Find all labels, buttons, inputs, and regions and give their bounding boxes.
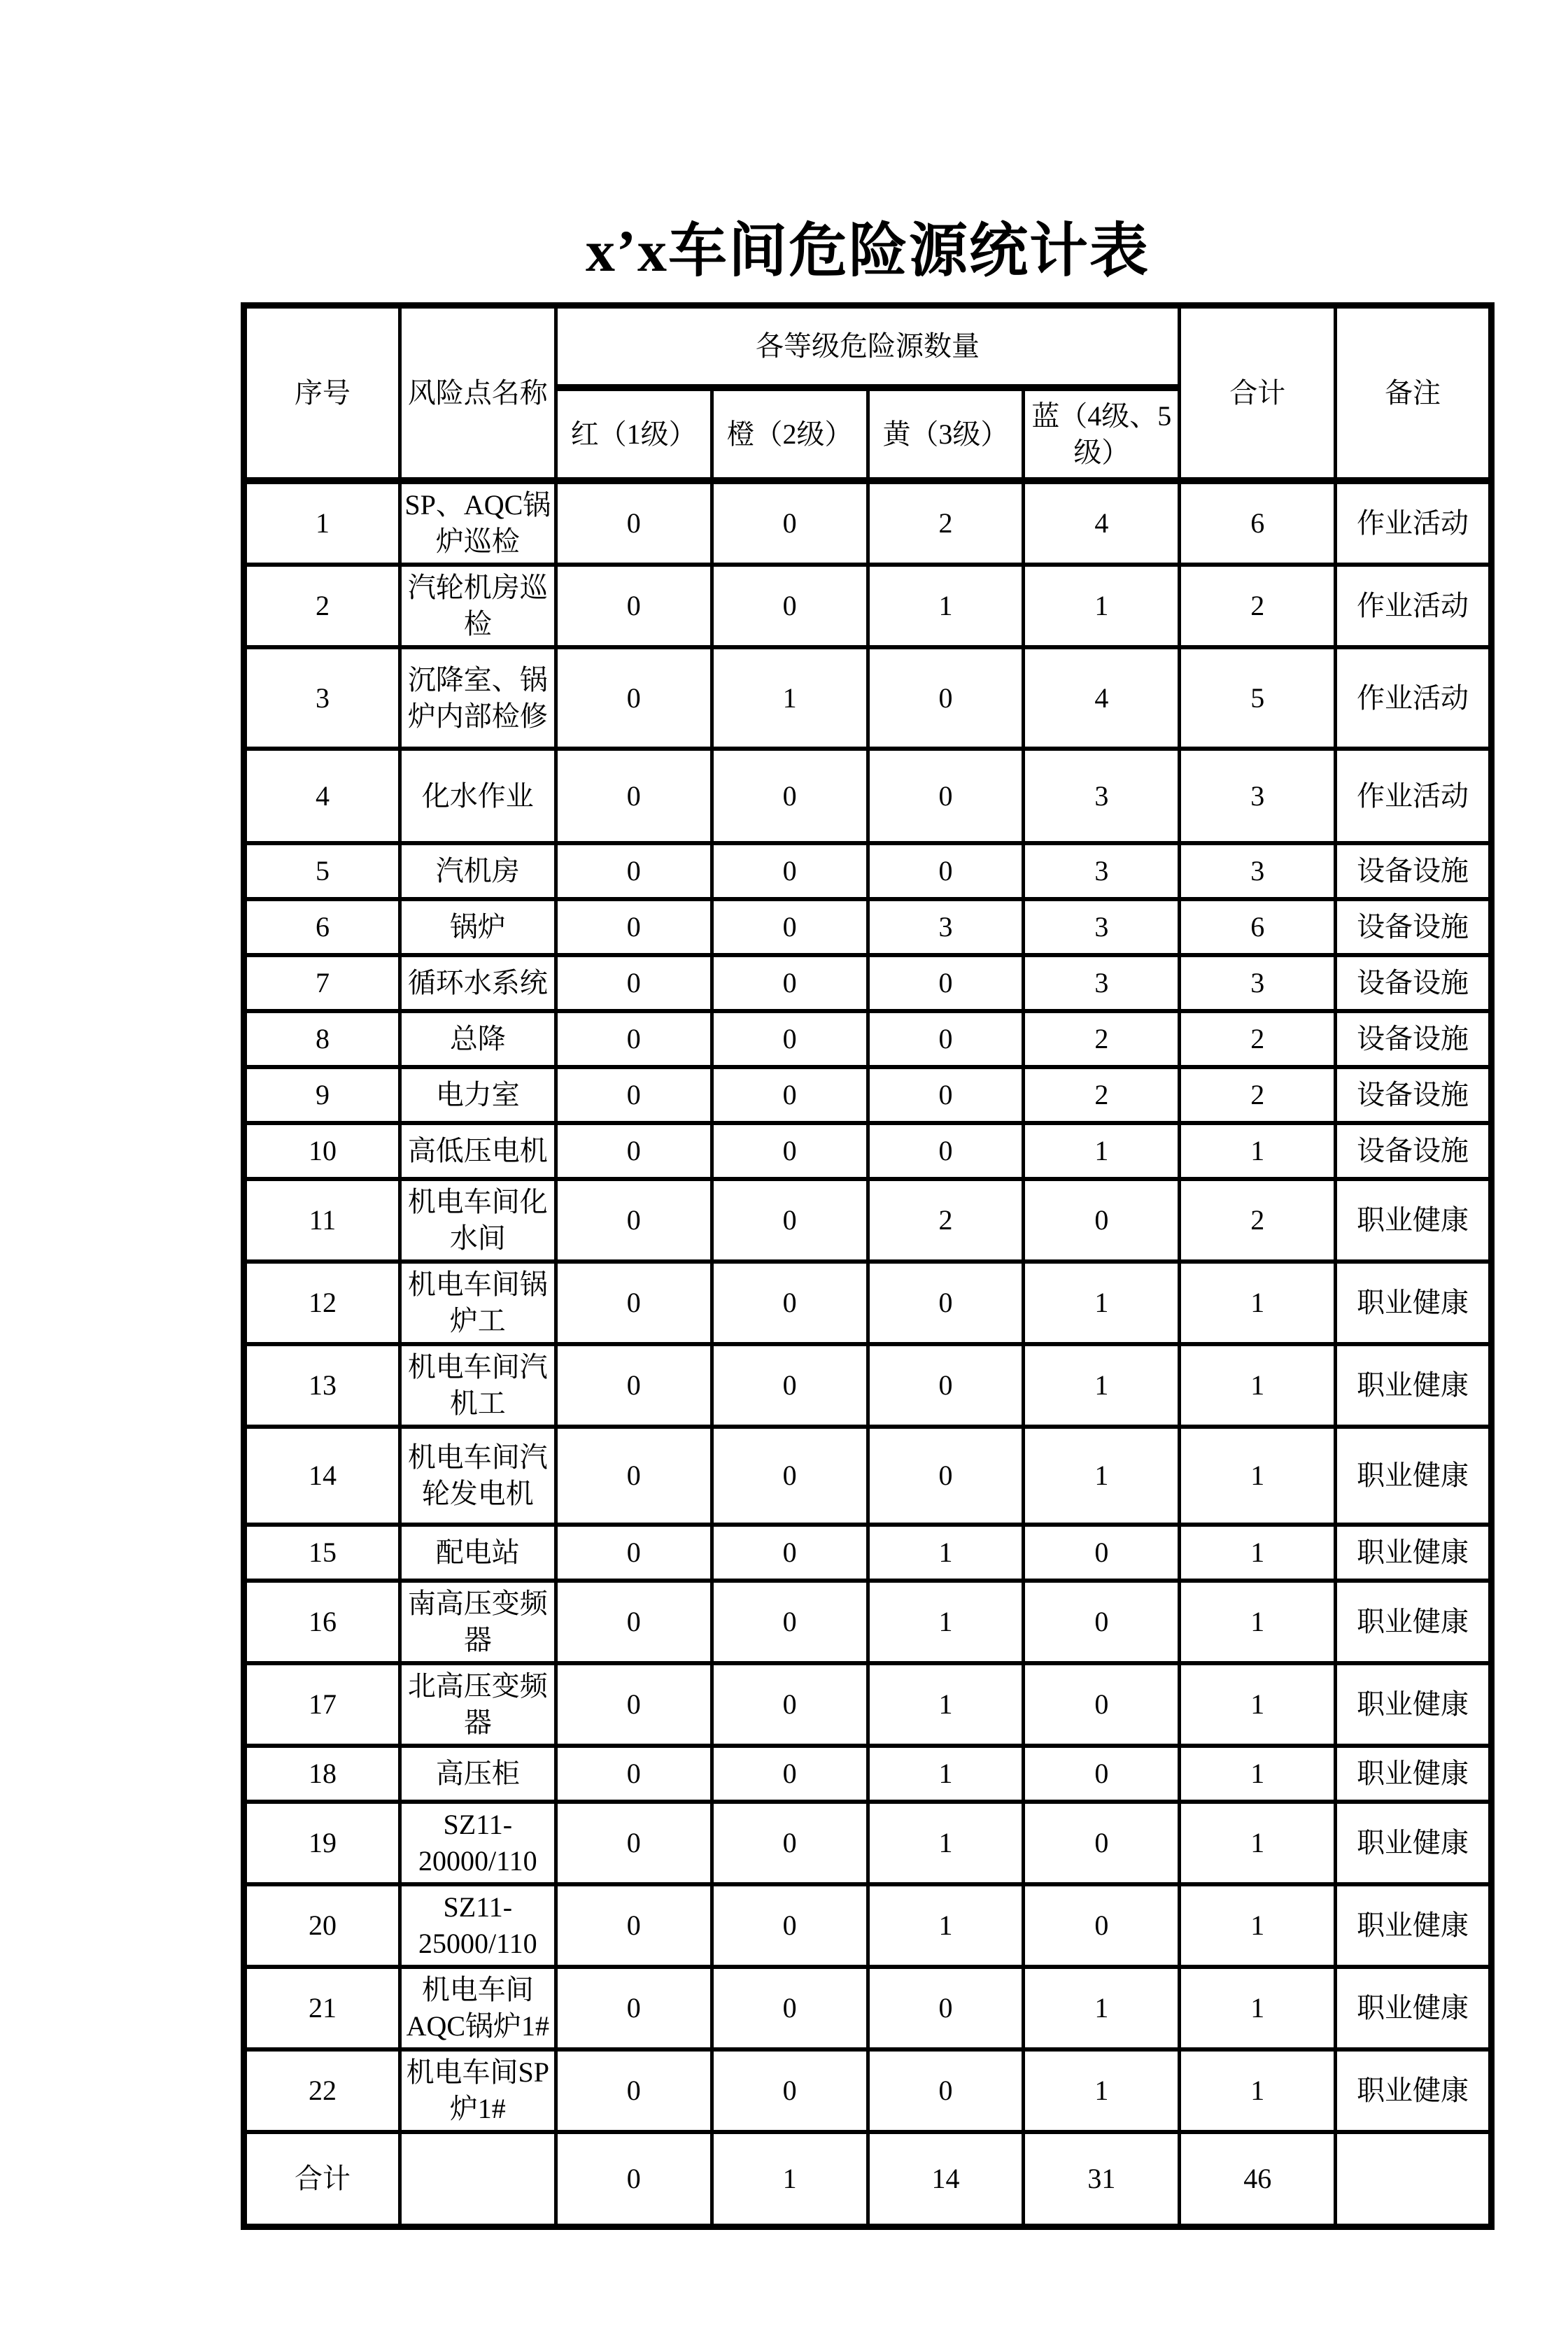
cell-red-count: 0 — [556, 1663, 712, 1746]
cell-yellow-count: 2 — [868, 1179, 1024, 1262]
cell-orange-count: 0 — [712, 1967, 868, 2049]
cell-orange-count: 0 — [712, 1581, 868, 1663]
cell-blue-count: 4 — [1024, 481, 1180, 565]
cell-blue-count: 3 — [1024, 955, 1180, 1011]
cell-index: 10 — [244, 1123, 400, 1179]
cell-orange-count: 0 — [712, 955, 868, 1011]
cell-orange-count: 0 — [712, 1011, 868, 1067]
cell-index: 11 — [244, 1179, 400, 1262]
header-index: 序号 — [244, 306, 400, 481]
cell-index: 1 — [244, 481, 400, 565]
table-row — [244, 1123, 1492, 1179]
cell-red-count: 0 — [556, 2049, 712, 2132]
cell-total: 1 — [1180, 1525, 1336, 1581]
cell-yellow-count: 2 — [868, 481, 1024, 565]
cell-red-count: 0 — [556, 1967, 712, 2049]
cell-blue-count: 0 — [1024, 1802, 1180, 1884]
cell-risk-point-name: 总降 — [400, 1011, 556, 1067]
table-row — [244, 955, 1492, 1011]
table-row — [244, 1067, 1492, 1123]
cell-blue-count: 4 — [1024, 647, 1180, 749]
cell-remark: 作业活动 — [1336, 647, 1492, 749]
cell-total: 1 — [1180, 1884, 1336, 1967]
table-row — [244, 1581, 1492, 1663]
cell-risk-point-name: 机电车间锅炉工 — [400, 1262, 556, 1344]
table-row — [244, 1525, 1492, 1581]
cell-red-count: 0 — [556, 749, 712, 843]
table-row — [244, 1344, 1492, 1427]
header-level-group: 各等级危险源数量 — [556, 306, 1180, 388]
cell-red-count: 0 — [556, 1525, 712, 1581]
cell-remark: 作业活动 — [1336, 481, 1492, 565]
cell-remark: 职业健康 — [1336, 1802, 1492, 1884]
cell-orange-count: 0 — [712, 1262, 868, 1344]
table-row — [244, 843, 1492, 899]
cell-orange-count: 0 — [712, 749, 868, 843]
table-row — [244, 1663, 1492, 1746]
cell-remark: 职业健康 — [1336, 1581, 1492, 1663]
cell-blue-count: 1 — [1024, 565, 1180, 647]
cell-yellow-count: 0 — [868, 1262, 1024, 1344]
cell-blue-count: 0 — [1024, 1746, 1180, 1802]
cell-risk-point-name: 机电车间化水间 — [400, 1179, 556, 1262]
cell-total: 46 — [1180, 2132, 1336, 2226]
table-row — [244, 899, 1492, 955]
cell-total: 1 — [1180, 1581, 1336, 1663]
cell-blue-count: 1 — [1024, 1123, 1180, 1179]
cell-index: 合计 — [244, 2132, 400, 2226]
cell-yellow-count: 0 — [868, 2049, 1024, 2132]
cell-total: 3 — [1180, 955, 1336, 1011]
cell-orange-count: 0 — [712, 1802, 868, 1884]
cell-remark: 职业健康 — [1336, 1884, 1492, 1967]
table-row — [244, 1884, 1492, 1967]
cell-remark: 作业活动 — [1336, 565, 1492, 647]
cell-blue-count: 0 — [1024, 1884, 1180, 1967]
cell-total: 1 — [1180, 1802, 1336, 1884]
cell-red-count: 0 — [556, 647, 712, 749]
table-row — [244, 1262, 1492, 1344]
page-title: x’x车间危险源统计表 — [586, 219, 1150, 284]
header-remark: 备注 — [1336, 306, 1492, 481]
table-row — [244, 1967, 1492, 2049]
cell-index: 17 — [244, 1663, 400, 1746]
cell-total: 1 — [1180, 1427, 1336, 1525]
cell-risk-point-name: 机电车间SP炉1# — [400, 2049, 556, 2132]
cell-total: 1 — [1180, 1663, 1336, 1746]
cell-blue-count: 3 — [1024, 749, 1180, 843]
cell-blue-count: 3 — [1024, 899, 1180, 955]
cell-red-count: 0 — [556, 481, 712, 565]
cell-blue-count: 2 — [1024, 1067, 1180, 1123]
cell-blue-count: 1 — [1024, 2049, 1180, 2132]
cell-red-count: 0 — [556, 565, 712, 647]
cell-risk-point-name: 高低压电机 — [400, 1123, 556, 1179]
table-row — [244, 1011, 1492, 1067]
cell-remark: 作业活动 — [1336, 749, 1492, 843]
cell-index: 2 — [244, 565, 400, 647]
header-level-yellow: 黄（3级） — [868, 388, 1024, 481]
cell-orange-count: 0 — [712, 1179, 868, 1262]
cell-orange-count: 1 — [712, 647, 868, 749]
cell-remark: 职业健康 — [1336, 1746, 1492, 1802]
cell-blue-count: 2 — [1024, 1011, 1180, 1067]
header-total: 合计 — [1180, 306, 1336, 481]
cell-orange-count: 0 — [712, 2049, 868, 2132]
table-row — [244, 565, 1492, 647]
cell-total: 3 — [1180, 843, 1336, 899]
cell-yellow-count: 1 — [868, 1525, 1024, 1581]
cell-remark: 设备设施 — [1336, 843, 1492, 899]
cell-orange-count: 0 — [712, 1344, 868, 1427]
table-row — [244, 1427, 1492, 1525]
cell-risk-point-name: 高压柜 — [400, 1746, 556, 1802]
cell-red-count: 0 — [556, 1123, 712, 1179]
cell-blue-count: 0 — [1024, 1663, 1180, 1746]
cell-yellow-count: 1 — [868, 1802, 1024, 1884]
cell-orange-count: 0 — [712, 565, 868, 647]
cell-risk-point-name: 机电车间AQC锅炉1# — [400, 1967, 556, 2049]
cell-risk-point-name: 循环水系统 — [400, 955, 556, 1011]
cell-remark: 职业健康 — [1336, 1427, 1492, 1525]
cell-total: 1 — [1180, 1123, 1336, 1179]
cell-risk-point-name: 沉降室、锅炉内部检修 — [400, 647, 556, 749]
cell-index: 4 — [244, 749, 400, 843]
cell-yellow-count: 0 — [868, 955, 1024, 1011]
cell-yellow-count: 0 — [868, 1011, 1024, 1067]
table-row — [244, 647, 1492, 749]
cell-total: 1 — [1180, 1344, 1336, 1427]
cell-orange-count: 1 — [712, 2132, 868, 2226]
cell-red-count: 0 — [556, 1746, 712, 1802]
cell-remark: 职业健康 — [1336, 1525, 1492, 1581]
cell-red-count: 0 — [556, 955, 712, 1011]
cell-orange-count: 0 — [712, 899, 868, 955]
cell-orange-count: 0 — [712, 1067, 868, 1123]
header-level-blue: 蓝（4级、5级） — [1024, 388, 1180, 481]
cell-risk-point-name: 南高压变频器 — [400, 1581, 556, 1663]
hazard-statistics-table — [241, 302, 1495, 2230]
cell-total: 1 — [1180, 1746, 1336, 1802]
cell-remark: 职业健康 — [1336, 1344, 1492, 1427]
cell-remark: 职业健康 — [1336, 1179, 1492, 1262]
cell-remark: 职业健康 — [1336, 1663, 1492, 1746]
cell-red-count: 0 — [556, 1262, 712, 1344]
cell-red-count: 0 — [556, 1581, 712, 1663]
table-row — [244, 2049, 1492, 2132]
cell-total: 2 — [1180, 1179, 1336, 1262]
cell-risk-point-name: 汽轮机房巡检 — [400, 565, 556, 647]
cell-red-count: 0 — [556, 2132, 712, 2226]
cell-total: 1 — [1180, 1262, 1336, 1344]
cell-total: 5 — [1180, 647, 1336, 749]
cell-blue-count: 1 — [1024, 1967, 1180, 2049]
header-row-top — [244, 306, 1492, 388]
cell-yellow-count: 0 — [868, 1344, 1024, 1427]
table-body — [244, 481, 1492, 2226]
cell-index: 14 — [244, 1427, 400, 1525]
cell-index: 21 — [244, 1967, 400, 2049]
cell-risk-point-name: SZ11-25000/110 — [400, 1884, 556, 1967]
cell-risk-point-name: 配电站 — [400, 1525, 556, 1581]
cell-index: 19 — [244, 1802, 400, 1884]
cell-red-count: 0 — [556, 1884, 712, 1967]
cell-index: 13 — [244, 1344, 400, 1427]
cell-index: 6 — [244, 899, 400, 955]
table-row — [244, 749, 1492, 843]
cell-orange-count: 0 — [712, 1884, 868, 1967]
header-level-orange: 橙（2级） — [712, 388, 868, 481]
cell-red-count: 0 — [556, 899, 712, 955]
cell-remark — [1336, 2132, 1492, 2226]
cell-blue-count: 0 — [1024, 1525, 1180, 1581]
cell-index: 16 — [244, 1581, 400, 1663]
cell-total: 1 — [1180, 2049, 1336, 2132]
cell-red-count: 0 — [556, 1179, 712, 1262]
cell-remark: 职业健康 — [1336, 1967, 1492, 2049]
cell-yellow-count: 0 — [868, 1427, 1024, 1525]
cell-total: 3 — [1180, 749, 1336, 843]
cell-index: 15 — [244, 1525, 400, 1581]
cell-yellow-count: 0 — [868, 843, 1024, 899]
table-row — [244, 481, 1492, 565]
cell-yellow-count: 0 — [868, 1967, 1024, 2049]
cell-total: 2 — [1180, 1011, 1336, 1067]
cell-index: 3 — [244, 647, 400, 749]
cell-index: 12 — [244, 1262, 400, 1344]
cell-risk-point-name: 机电车间汽轮发电机 — [400, 1427, 556, 1525]
cell-index: 8 — [244, 1011, 400, 1067]
cell-blue-count: 1 — [1024, 1262, 1180, 1344]
cell-red-count: 0 — [556, 1427, 712, 1525]
cell-blue-count: 1 — [1024, 1344, 1180, 1427]
cell-total: 1 — [1180, 1967, 1336, 2049]
cell-remark: 设备设施 — [1336, 1123, 1492, 1179]
cell-risk-point-name: SP、AQC锅炉巡检 — [400, 481, 556, 565]
table-summary-row — [244, 2132, 1492, 2226]
cell-orange-count: 0 — [712, 1123, 868, 1179]
cell-red-count: 0 — [556, 1344, 712, 1427]
cell-orange-count: 0 — [712, 481, 868, 565]
cell-yellow-count: 1 — [868, 1884, 1024, 1967]
cell-remark: 设备设施 — [1336, 955, 1492, 1011]
cell-risk-point-name: 锅炉 — [400, 899, 556, 955]
cell-yellow-count: 1 — [868, 1663, 1024, 1746]
cell-red-count: 0 — [556, 1067, 712, 1123]
cell-yellow-count: 0 — [868, 749, 1024, 843]
cell-blue-count: 1 — [1024, 1427, 1180, 1525]
cell-remark: 设备设施 — [1336, 1011, 1492, 1067]
cell-orange-count: 0 — [712, 843, 868, 899]
cell-risk-point-name: 化水作业 — [400, 749, 556, 843]
header-risk-point-name: 风险点名称 — [400, 306, 556, 481]
cell-yellow-count: 1 — [868, 1746, 1024, 1802]
cell-index: 9 — [244, 1067, 400, 1123]
cell-yellow-count: 1 — [868, 1581, 1024, 1663]
cell-index: 18 — [244, 1746, 400, 1802]
cell-red-count: 0 — [556, 843, 712, 899]
cell-total: 2 — [1180, 565, 1336, 647]
cell-risk-point-name: 电力室 — [400, 1067, 556, 1123]
cell-orange-count: 0 — [712, 1663, 868, 1746]
cell-index: 5 — [244, 843, 400, 899]
table-row — [244, 1746, 1492, 1802]
cell-blue-count: 0 — [1024, 1581, 1180, 1663]
cell-risk-point-name: 汽机房 — [400, 843, 556, 899]
table-header — [244, 306, 1492, 481]
cell-total: 6 — [1180, 899, 1336, 955]
cell-total: 2 — [1180, 1067, 1336, 1123]
cell-yellow-count: 1 — [868, 565, 1024, 647]
cell-yellow-count: 0 — [868, 1123, 1024, 1179]
cell-yellow-count: 14 — [868, 2132, 1024, 2226]
cell-remark: 职业健康 — [1336, 2049, 1492, 2132]
cell-index: 7 — [244, 955, 400, 1011]
table-row — [244, 1179, 1492, 1262]
cell-index: 22 — [244, 2049, 400, 2132]
header-level-red: 红（1级） — [556, 388, 712, 481]
cell-blue-count: 31 — [1024, 2132, 1180, 2226]
cell-total: 6 — [1180, 481, 1336, 565]
table-row — [244, 1802, 1492, 1884]
cell-blue-count: 0 — [1024, 1179, 1180, 1262]
cell-remark: 设备设施 — [1336, 899, 1492, 955]
cell-yellow-count: 0 — [868, 647, 1024, 749]
cell-risk-point-name: 机电车间汽机工 — [400, 1344, 556, 1427]
cell-red-count: 0 — [556, 1011, 712, 1067]
cell-remark: 设备设施 — [1336, 1067, 1492, 1123]
cell-blue-count: 3 — [1024, 843, 1180, 899]
cell-risk-point-name: 北高压变频器 — [400, 1663, 556, 1746]
cell-orange-count: 0 — [712, 1525, 868, 1581]
cell-index: 20 — [244, 1884, 400, 1967]
cell-yellow-count: 0 — [868, 1067, 1024, 1123]
cell-risk-point-name: SZ11-20000/110 — [400, 1802, 556, 1884]
cell-orange-count: 0 — [712, 1746, 868, 1802]
cell-orange-count: 0 — [712, 1427, 868, 1525]
cell-risk-point-name — [400, 2132, 556, 2226]
cell-yellow-count: 3 — [868, 899, 1024, 955]
cell-red-count: 0 — [556, 1802, 712, 1884]
cell-remark: 职业健康 — [1336, 1262, 1492, 1344]
